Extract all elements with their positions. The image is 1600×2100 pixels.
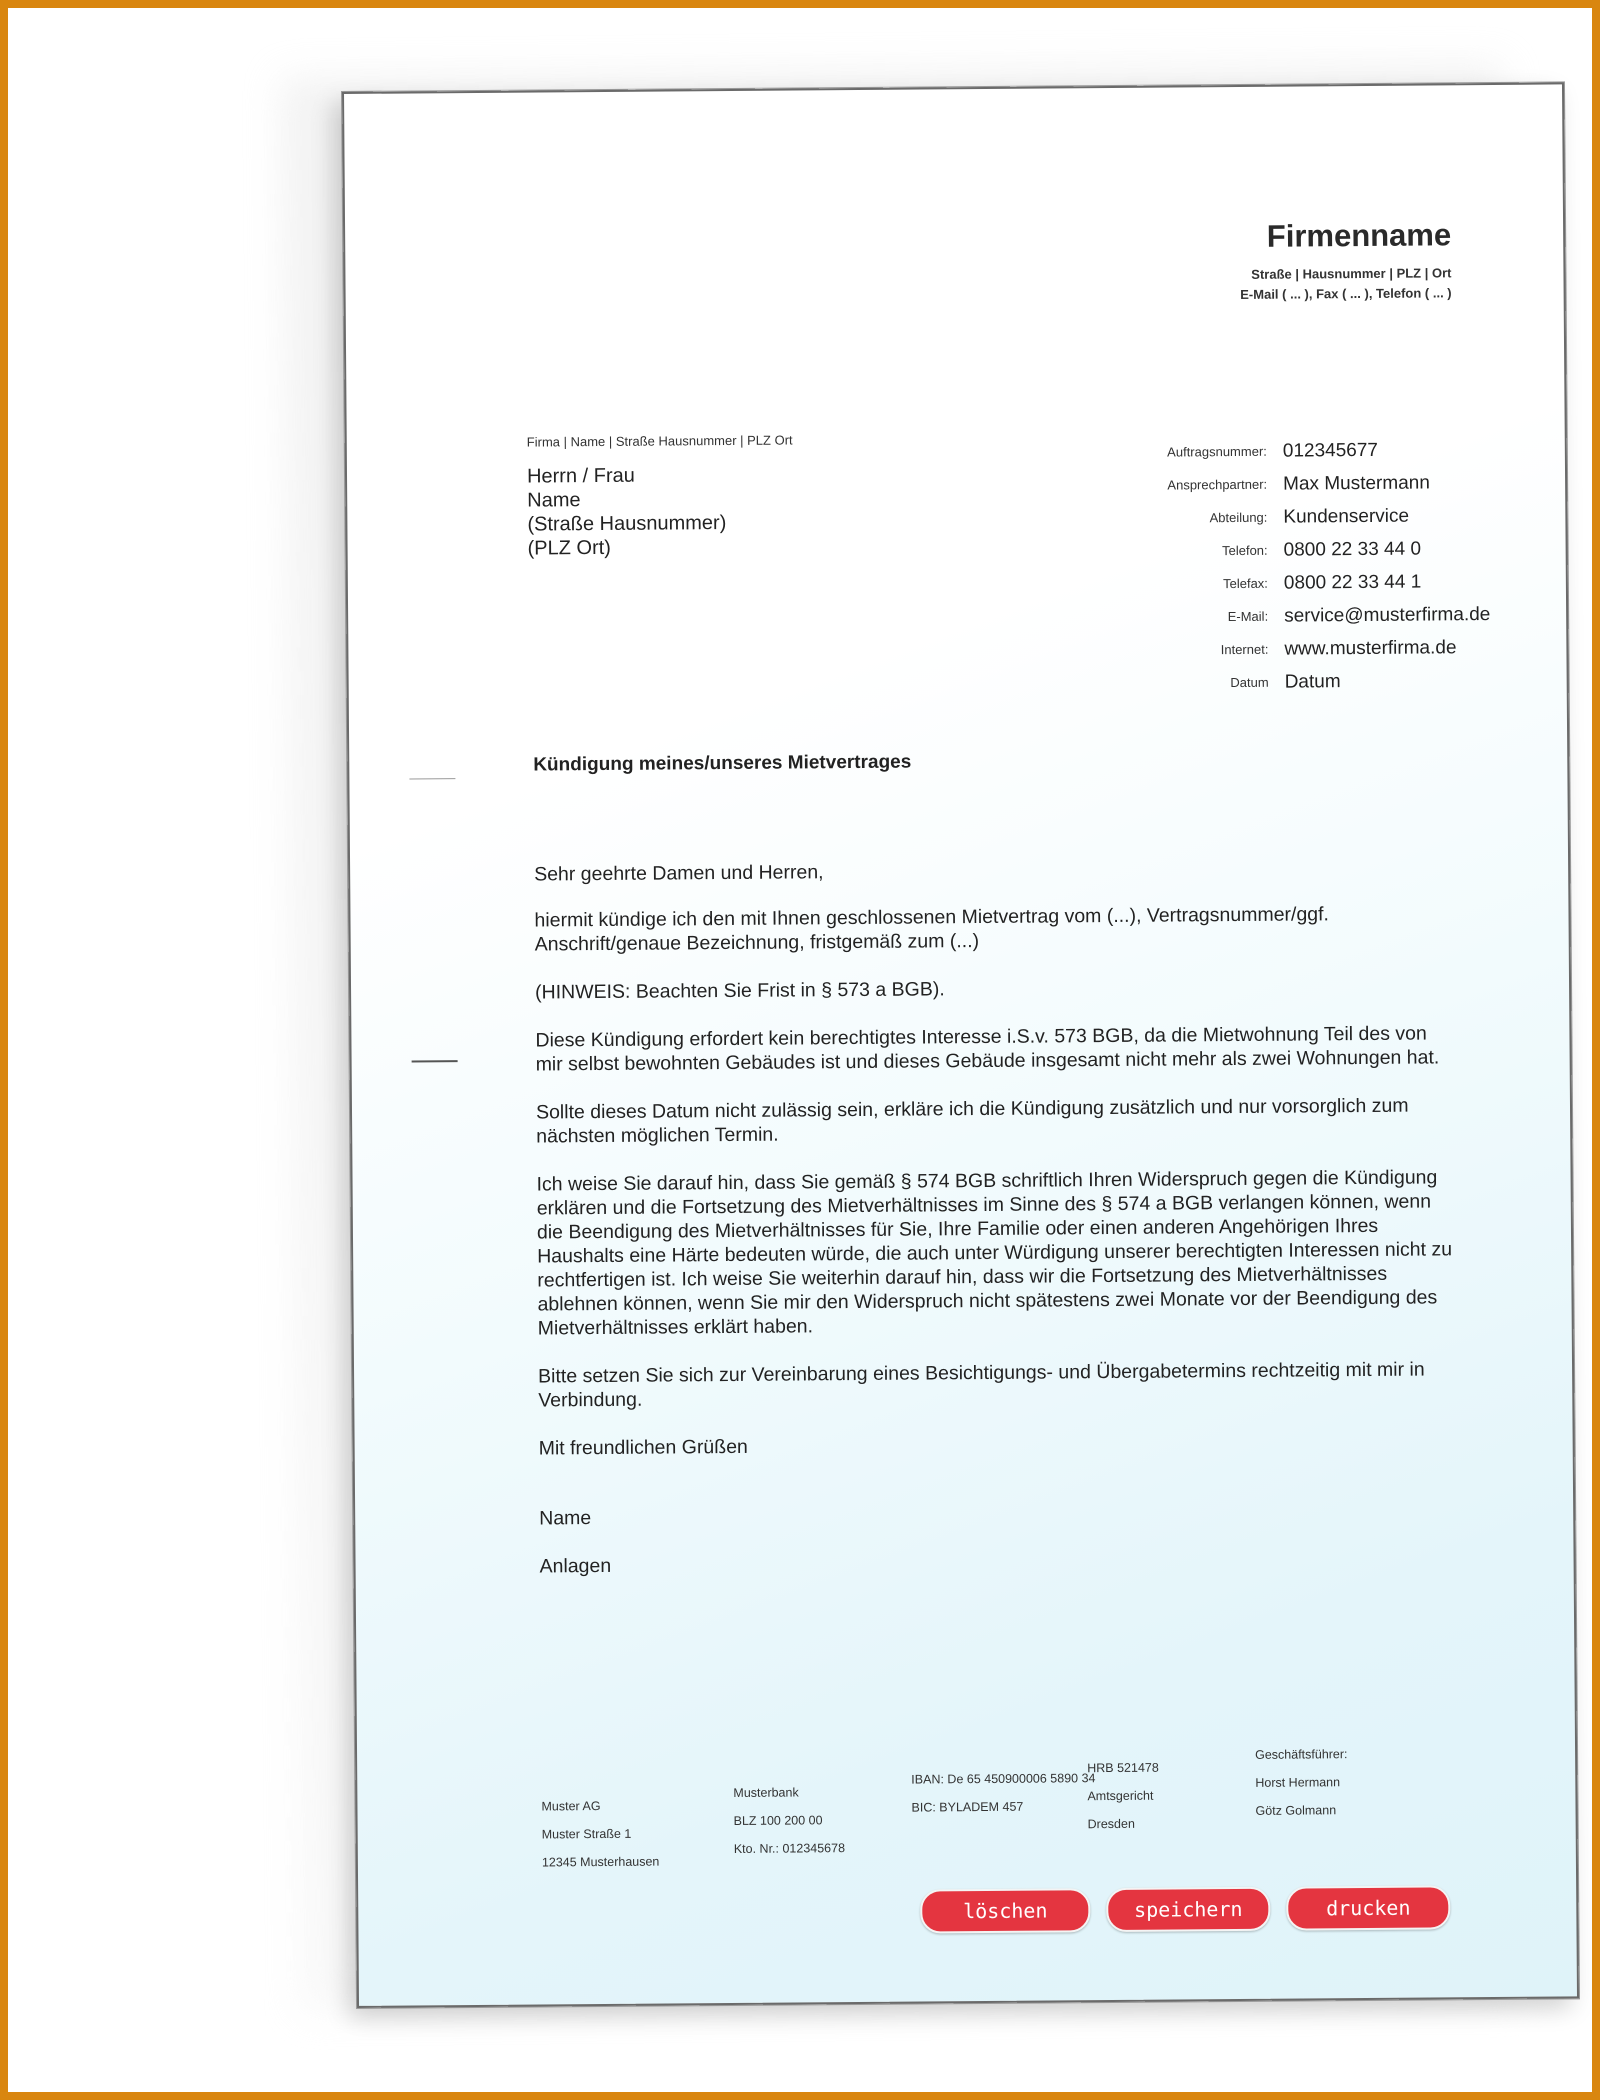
info-value: service@musterfirma.de xyxy=(1284,603,1491,627)
company-name: Firmenname xyxy=(1266,217,1452,254)
footer-line: Musterbank xyxy=(733,1785,799,1800)
info-label: Internet: xyxy=(1220,641,1269,658)
info-row xyxy=(1088,532,1528,568)
body-paragraph: Sollte dieses Datum nicht zulässig sein, erkläre ich die Kündigung zusätzlich und nur vorsorglich zum nächsten möglichen Termin. xyxy=(535,1094,1409,1148)
body-paragraph: Ich weise Sie darauf hin, dass Sie gemäß § 574 BGB schriftlich Ihren Widerspruch gegen die Kündigung erklären und die Fortsetzung des Mietverhältnisses im Sinne des § 574 a BGB verlangen können, wenn die Beendigung des Mietverhältnisses für Sie, Ihre Familie oder einen anderen Angehörigen Ihres Haushalts eine Härte bedeuten würde, die auch unter Würdigung unserer berechtigten Interessen nicht zu rechtfertigen ist. Ich weise Sie weiterhin darauf hin, dass wir die Fortsetzung des Mietverhältnisses ablehnen können, wenn Sie mir den Widerspruch nicht spätestens zwei Monate vor der Beendigung des Mietverhältnisses erklärt haben. xyxy=(536,1166,1453,1340)
delete-button[interactable]: löschen xyxy=(920,1888,1090,1933)
info-label: Auftragsnummer: xyxy=(1167,443,1267,460)
footer-company xyxy=(541,1792,659,1877)
company-contact: E-Mail ( ... ), Fax ( ... ), Telefon ( ... ) xyxy=(1240,285,1452,302)
info-row xyxy=(1087,433,1527,469)
body-paragraph: hiermit kündige ich den mit Ihnen geschlossenen Mietvertrag vom (...), Vertragsnummer/ggf. Anschrift/genaue Bezeichnung, fristgemäß zum (...) xyxy=(534,903,1330,956)
fold-mark xyxy=(409,778,455,779)
footer-line: Kto. Nr.: 012345678 xyxy=(733,1841,846,1856)
info-label: Datum xyxy=(1230,674,1269,691)
info-label: E-Mail: xyxy=(1227,608,1269,625)
footer-bank xyxy=(733,1778,845,1863)
recipient-address xyxy=(527,463,727,561)
footer-register xyxy=(1087,1754,1159,1839)
info-row xyxy=(1089,664,1529,700)
footer-line: Geschäftsführer: xyxy=(1255,1747,1348,1762)
signature-name: Name xyxy=(539,1507,592,1530)
info-label: Ansprechpartner: xyxy=(1167,476,1268,493)
print-button[interactable]: drucken xyxy=(1286,1885,1450,1930)
attachments: Anlagen xyxy=(539,1554,612,1578)
info-row xyxy=(1087,499,1527,535)
info-value: Datum xyxy=(1284,670,1341,693)
footer-line: Dresden xyxy=(1087,1816,1135,1832)
footer-line: BLZ 100 200 00 xyxy=(733,1813,823,1828)
recipient-line: (Straße Hausnummer) xyxy=(527,511,727,536)
info-row xyxy=(1088,598,1528,634)
footer-line: Götz Golmann xyxy=(1255,1803,1337,1818)
footer-line: HRB 521478 xyxy=(1087,1760,1159,1776)
footer-line: Muster AG xyxy=(541,1799,601,1814)
body-paragraph: Diese Kündigung erfordert kein berechtigtes Interesse i.S.v. 573 BGB, da die Mietwohnung Teil des von mir selbst bewohnten Gebäudes ist und dieses Gebäude insgesamt nicht mehr als zwei Wohnungen hat. xyxy=(535,1022,1440,1076)
footer-line: Horst Hermann xyxy=(1255,1775,1341,1790)
body-paragraph: Bitte setzen Sie sich zur Vereinbarung eines Besichtigungs- und Übergabetermins rechtzeitig mit mir in Verbindung. xyxy=(538,1358,1425,1412)
body-paragraph: (HINWEIS: Beachten Sie Frist in § 573 a BGB). xyxy=(534,978,945,1004)
footer-management xyxy=(1255,1740,1348,1825)
letter-subject: Kündigung meines/unseres Mietvertrages xyxy=(533,751,912,776)
info-table xyxy=(1087,433,1529,700)
sender-line: Firma | Name | Straße Hausnummer | PLZ Ort xyxy=(526,432,793,450)
footer-line: IBAN: De 65 450900006 5890 34 xyxy=(911,1771,1096,1787)
recipient-line: Name xyxy=(527,489,581,512)
punch-mark xyxy=(412,1060,458,1062)
info-value: 012345677 xyxy=(1282,439,1379,462)
footer-line: Muster Straße 1 xyxy=(541,1826,632,1842)
footer-line: Amtsgericht xyxy=(1087,1788,1154,1804)
recipient-line: (PLZ Ort) xyxy=(527,536,612,560)
info-value: Kundenservice xyxy=(1283,505,1410,528)
footer-line: 12345 Musterhausen xyxy=(541,1854,660,1870)
info-row xyxy=(1088,565,1528,601)
footer-iban xyxy=(911,1764,1096,1821)
recipient-line: Herrn / Frau xyxy=(526,464,635,488)
letter-body xyxy=(534,855,1460,1602)
info-row xyxy=(1087,466,1527,502)
info-label: Telefon: xyxy=(1222,542,1268,559)
company-address: Straße | Hausnummer | PLZ | Ort xyxy=(1251,265,1452,282)
salutation: Sehr geehrte Damen und Herren, xyxy=(534,861,824,886)
info-label: Telefax: xyxy=(1223,575,1268,592)
info-label: Abteilung: xyxy=(1209,509,1268,526)
info-value: www.musterfirma.de xyxy=(1284,636,1457,660)
footer-line: BIC: BYLADEM 457 xyxy=(911,1799,1024,1815)
save-button[interactable]: speichern xyxy=(1106,1887,1270,1932)
info-value: 0800 22 33 44 0 xyxy=(1283,538,1422,561)
info-value: Max Mustermann xyxy=(1283,471,1430,495)
closing: Mit freundlichen Grüßen xyxy=(538,1435,748,1460)
info-row xyxy=(1088,631,1528,667)
letter-page xyxy=(342,82,1579,2008)
info-value: 0800 22 33 44 1 xyxy=(1283,571,1422,594)
